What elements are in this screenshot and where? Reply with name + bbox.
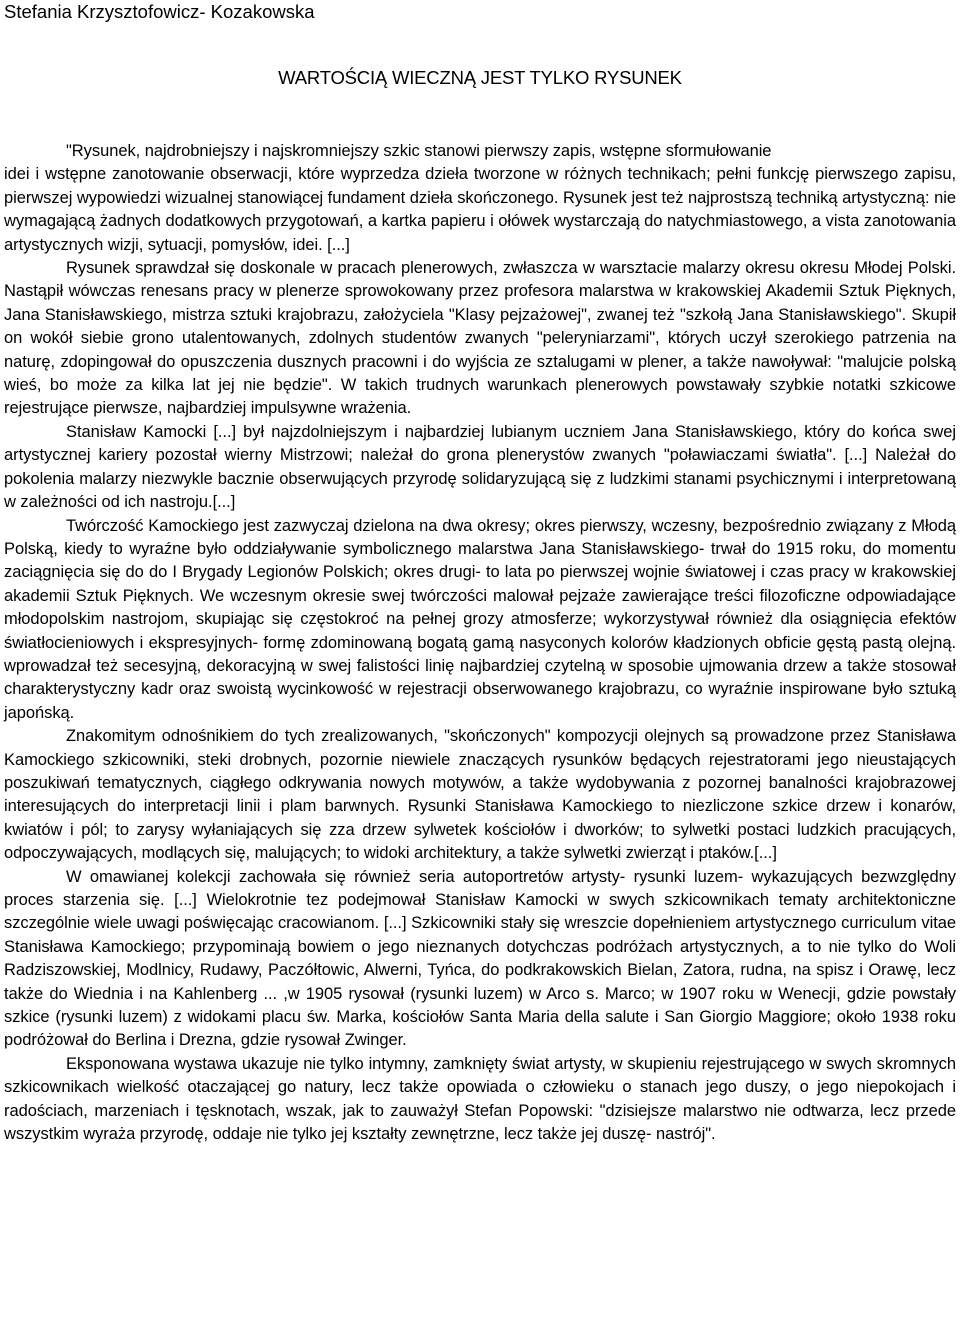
paragraph: Znakomitym odnośnikiem do tych zrealizowanych, "skończonych" kompozycji olejnych są prowadzone przez Stanisława Kamockiego szkicowniki, steki drobnych, pozornie niewiele znaczących rysunków będących rejestratorami jego nieustających poszukiwań tematycznych, ciągłego odkrywania nowych motywów, a także wydobywania z pozornej banalności krajobrazowej interesujących do interpretacji linii i plam barwnych. Rysunki Stanisława Kamockiego to niezliczone szkice drzew i konarów, kwiatów i pól; to zarysy wyłaniających się zza drzew sylwetek kościołów i dworków; to sylwetki postaci ludzkich pracujących, odpoczywających, modlących się, malujących; to widoki architektury, a także sylwetki zwierząt i ptaków.[...]: [4, 727, 956, 863]
paragraph: Eksponowana wystawa ukazuje nie tylko intymny, zamknięty świat artysty, w skupieniu rejestrującego w swych skromnych szkicownikach wielkość otaczającej go natury, lecz także opowiada o człowieku o stanach jego duszy, o jego niepokojach i radościach, marzeniach i tęsknotach, wszak, jak to zauważył Stefan Popowski: "dzisiejsze malarstwo nie odtwarza, lecz przede wszystkim wyraża przyrodę, oddaje nie tylko jej kształty zewnętrzne, lecz także jej duszę- nastrój".: [4, 1054, 956, 1144]
paragraph: W omawianej kolekcji zachowała się również seria autoportretów artysty- rysunki luzem- wykazujących bezwzględny proces starzenia się. [...] Wielokrotnie tez podejmował Stanisław Kamocki w swych szkicownikach tematy architektoniczne szczególnie wiele uwagi poświęcając cracowianom. [...] Szkicowniki stały się wreszcie dopełnieniem artystycznego curriculum vitae Stanisława Kamockiego; przypominają bowiem o jego nieznanych dotychczas podróżach artystycznych, a to nie tylko do Woli Radziszowskiej, Modlnicy, Rudawy, Paczółtowic, Alwerni, Tyńca, do podkrakowskich Bielan, Zatora, rudna, na spisz i Orawę, lecz także do Wiednia i na Kahlenberg ... ,w 1905 rysował (rysunki luzem) w Arco s. Marco; w 1907 roku w Wenecji, gdzie powstały szkice (rysunki luzem) z widokami placu św. Marka, kościołów Santa Maria della salute i San Giorgio Maggiore; około 1938 roku podróżował do Berlina i Drezna, gdzie rysował Zwinger.: [4, 867, 956, 1050]
paragraph: Rysunek sprawdzał się doskonale w pracach plenerowych, zwłaszcza w warsztacie malarzy okresu okresu Młodej Polski. Nastąpił wówczas renesans pracy w plenerze sprowokowany przez profesora malarstwa w krakowskiej Akademii Sztuk Pięknych, Jana Stanisławskiego, mistrza sztuki krajobrazu, założyciela "Klasy pejzażowej", zwanej też "szkołą Jana Stanisławskiego". Skupił on wokół siebie grono utalentowanych, zdolnych studentów zwanych "peleryniarzami", których uczył szerokiego patrzenia na naturę, zdopingował do opuszczenia dusznych pracowni i do wyjścia ze sztalugami w plener, a także nawoływał: "malujcie polską wieś, bo może za kilka lat jej nie będzie". W takich trudnych warunkach plenerowych powstawały szybkie notatki szkicowe rejestrujące pierwsze, najbardziej impulsywne wrażenia.: [4, 259, 956, 418]
paragraph: Twórczość Kamockiego jest zazwyczaj dzielona na dwa okresy; okres pierwszy, wczesny, bezpośrednio związany z Młodą Polską, kiedy to wyraźne było oddziaływanie symbolicznego malarstwa Jana Stanisławskiego- trwał do 1915 roku, do momentu zaciągnięcia się do do I Brygady Legionów Polskich; okres drugi- to lata po pierwszej wojnie światowej i czas pracy w krakowskiej akademii Sztuk Pięknych. We wczesnym okresie swej twórczości malował pejzaże zawierające treści filozoficzne odpowiadające młodopolskim nastrojom, skupiając się częstokroć na pełnej grozy atmosferze; wykorzystywał również dla osiągnięcia efektów światłocieniowych i ekspresyjnych- formę zdominowaną bogatą gamą nasyconych kolorów kładzionych obficie gęstą pastą olejną. wprowadzał też secesyjną, dekoracyjną w swej falistości linię najbardziej czytelną w sposobie ujmowania drzew a także stosował charakterystyczny kadr oraz swoistą wycinkowość w rejestracji obserwowanego krajobrazu, co wyraźnie inspirowane było sztuką japońską.: [4, 516, 956, 722]
paragraph: idei i wstępne zanotowanie obserwacji, które wyprzedza dzieła tworzone w różnych technikach; pełni funkcję pierwszego zapisu, pierwszej wypowiedzi wizualnej stanowiącej fundament dzieła skończonego. Rysunek jest też najprostszą techniką artystyczną: nie wymagającą żadnych dodatkowych przygotowań, a kartka papieru i ołówek wystarczają do natychmiastowego, a vista zanotowania artystycznych wizji, sytuacji, pomysłów, idei. [...]: [4, 165, 956, 254]
paragraph: Stanisław Kamocki [...] był najzdolniejszym i najbardziej lubianym uczniem Jana Stanisławskiego, który do końca swej artystycznej kariery pozostał wierny Mistrzowi; należał do grona plenerystów zwanych "poławiaczami światła". [...] Należał do pokolenia malarzy niezwykle bacznie obserwujących przyrodę solidaryzującą się z ludzkimi stanami psychicznymi i interpretowaną w zależności od ich nastroju.[...]: [4, 422, 956, 512]
author-name: Stefania Krzysztofowicz- Kozakowska: [4, 1, 315, 22]
document-title: WARTOŚCIĄ WIECZNĄ JEST TYLKO RYSUNEK: [278, 67, 682, 88]
paragraph-intro-quote: "Rysunek, najdrobniejszy i najskromniejszy szkic stanowi pierwszy zapis, wstępne sformułowanie: [66, 142, 772, 160]
document-body: [4, 140, 956, 1146]
